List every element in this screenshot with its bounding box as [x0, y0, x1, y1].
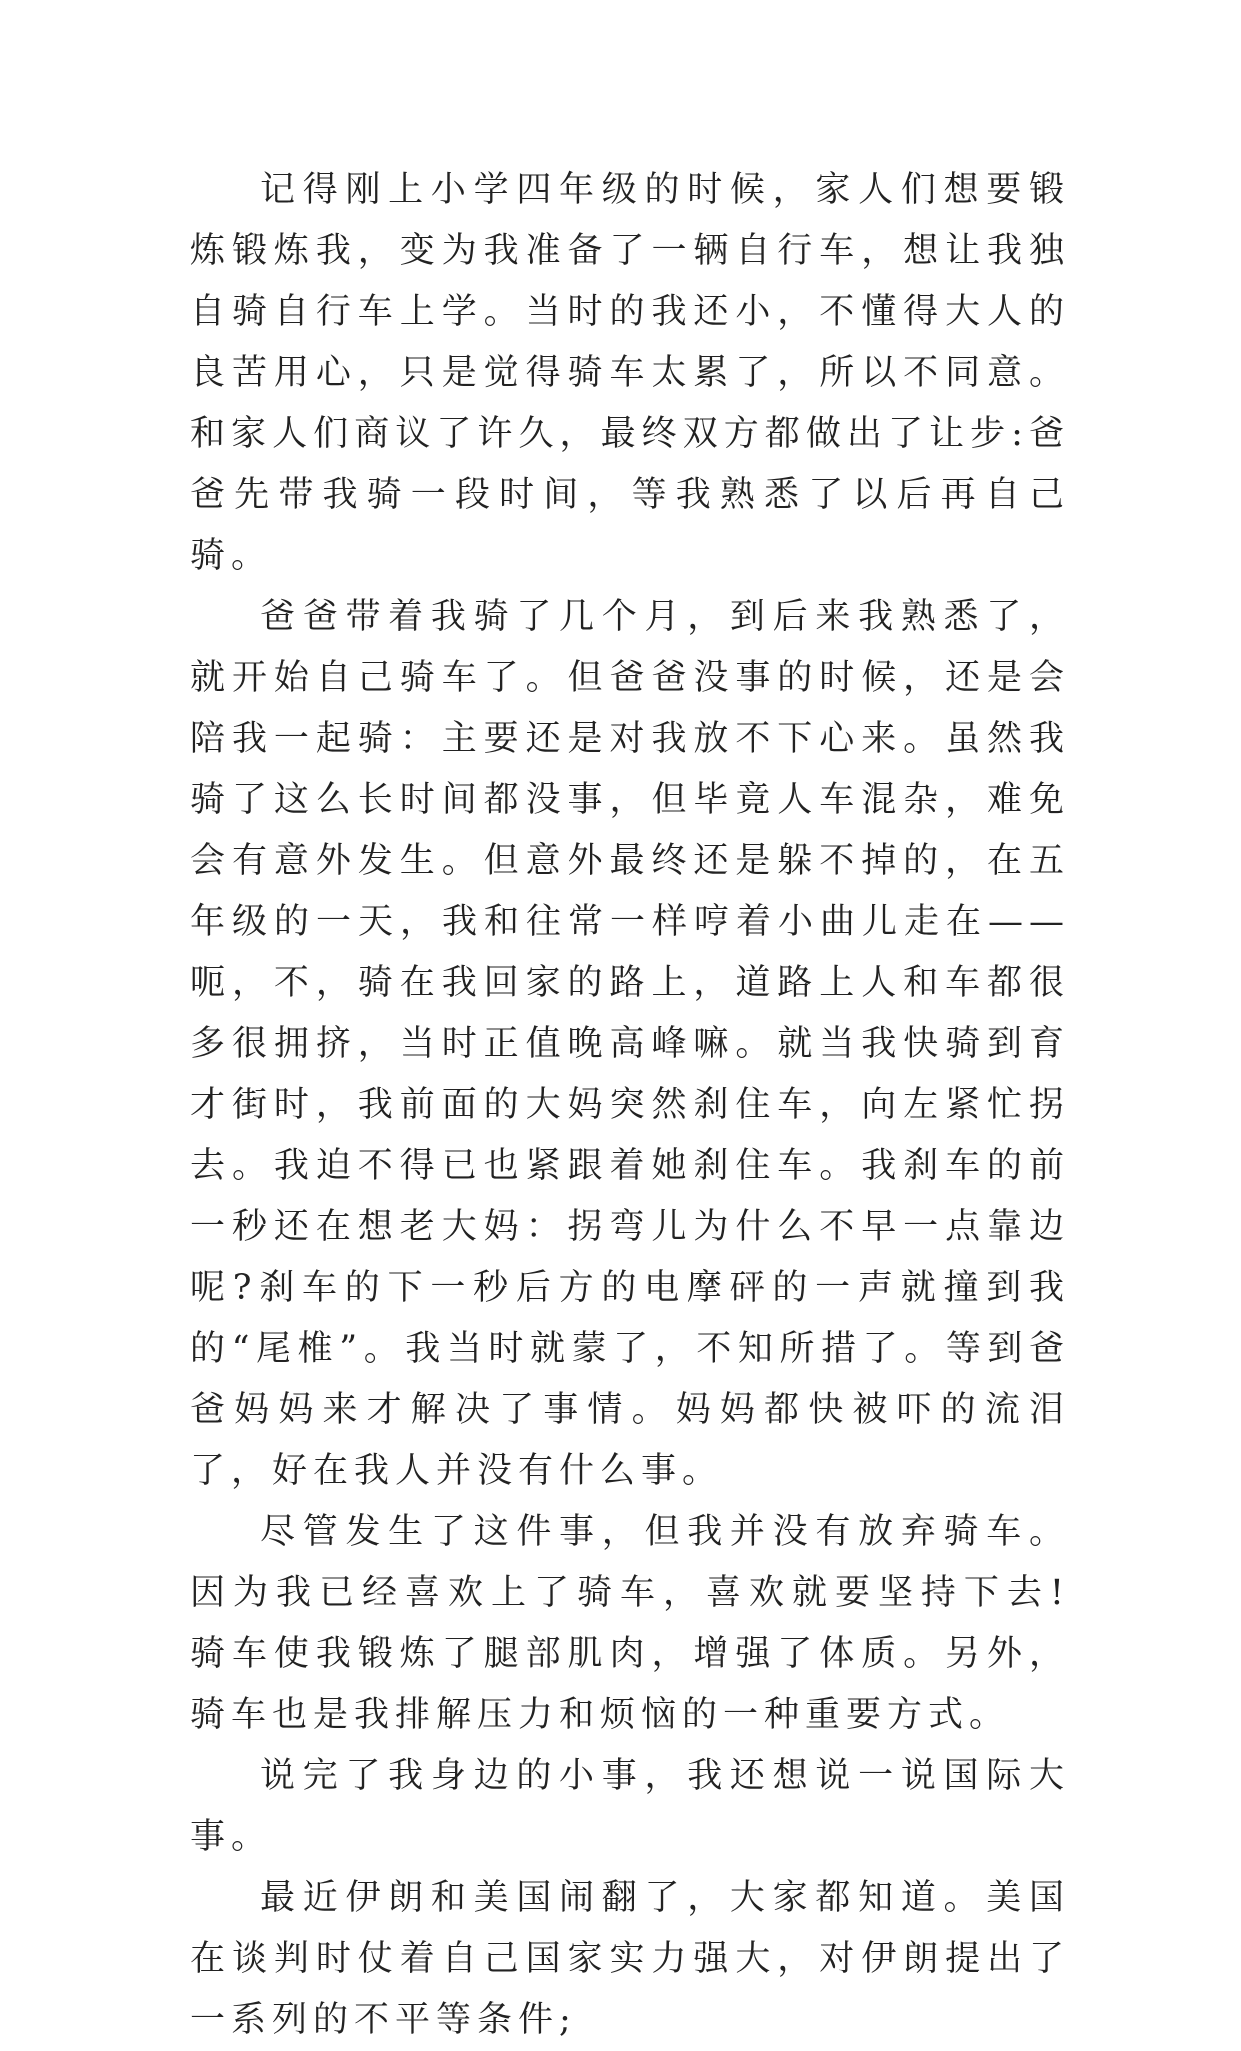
paragraph-4: 说完了我身边的小事，我还想说一说国际大事。: [190, 1756, 1070, 1857]
paragraph-1: 记得刚上小学四年级的时候，家人们想要锻炼锻炼我，变为我准备了一辆自行车，想让我独自骑自行车上学。当时的我还小，不懂得大人的良苦用心，只是觉得骑车太累了，所以不同意。和家人们商议了许久，最终双方都做出了让步:爸爸先带我骑一段时间，等我熟悉了以后再自己骑。: [190, 170, 1070, 576]
document-body: [190, 160, 1070, 2051]
paragraph-2: 爸爸带着我骑了几个月，到后来我熟悉了，就开始自己骑车了。但爸爸没事的时候，还是会陪我一起骑：主要还是对我放不下心来。虽然我骑了这么长时间都没事，但毕竟人车混杂，难免会有意外发生。但意外最终还是躲不掉的，在五年级的一天，我和往常一样哼着小曲儿走在——呃，不，骑在我回家的路上，道路上人和车都很多很拥挤，当时正值晚高峰嘛。就当我快骑到育才街时，我前面的大妈突然刹住车，向左紧忙拐去。我迫不得已也紧跟着她刹住车。我刹车的前一秒还在想老大妈：拐弯儿为什么不早一点靠边呢?刹车的下一秒后方的电摩砰的一声就撞到我的“尾椎”。我当时就蒙了，不知所措了。等到爸爸妈妈来才解决了事情。妈妈都快被吓的流泪了，好在我人并没有什么事。: [190, 597, 1070, 1491]
paragraph-3: 尽管发生了这件事，但我并没有放弃骑车。因为我已经喜欢上了骑车，喜欢就要坚持下去!骑车使我锻炼了腿部肌肉，增强了体质。另外，骑车也是我排解压力和烦恼的一种重要方式。: [190, 1512, 1070, 1735]
paragraph-5: 最近伊朗和美国闹翻了，大家都知道。美国在谈判时仗着自己国家实力强大，对伊朗提出了一系列的不平等条件;: [190, 1878, 1070, 2040]
